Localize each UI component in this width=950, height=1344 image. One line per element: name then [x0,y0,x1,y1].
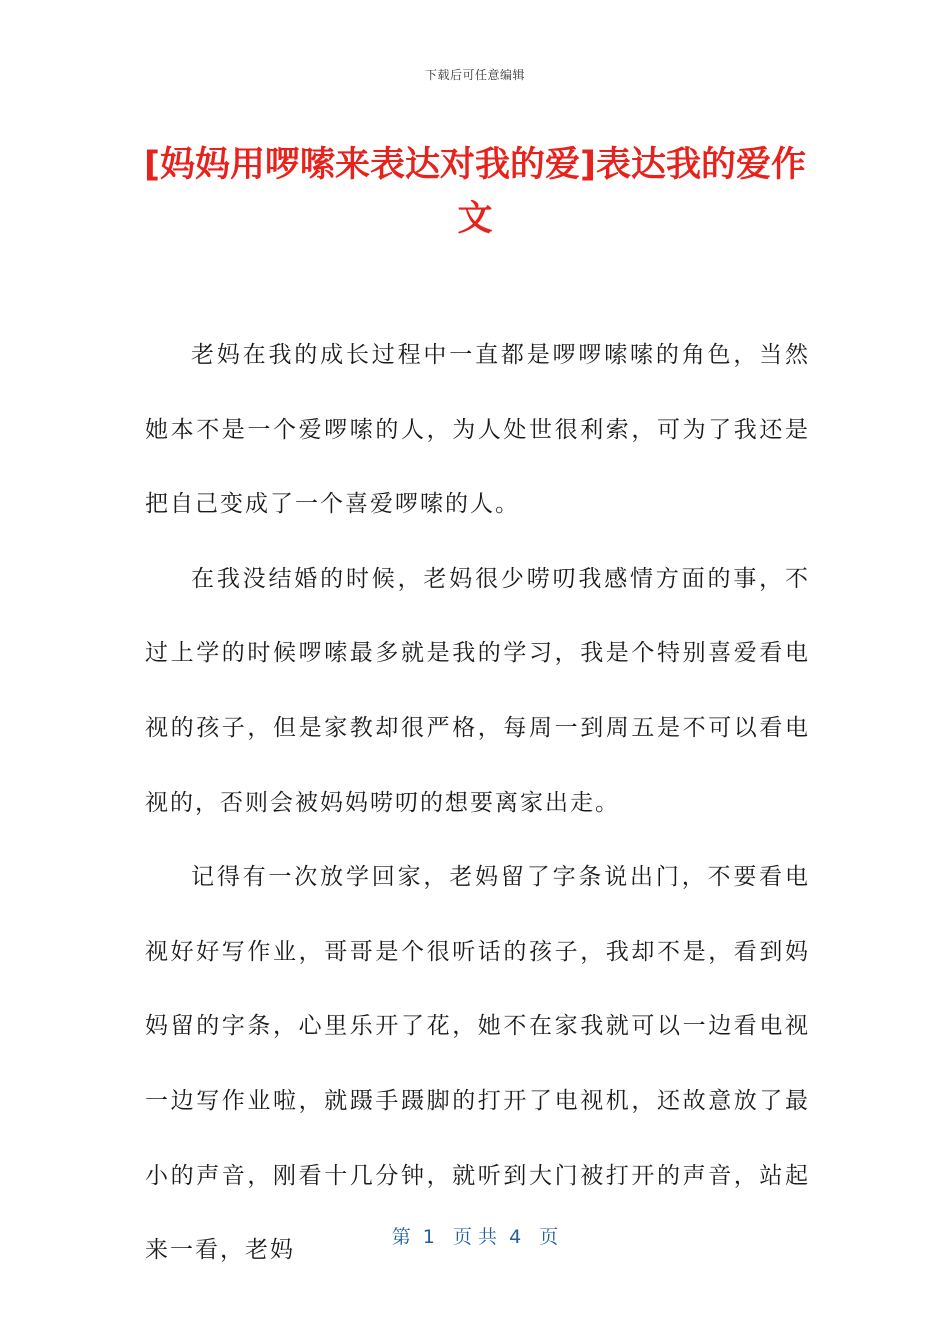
paragraph: 老妈在我的成长过程中一直都是啰啰嗦嗦的角色，当然她本不是一个爱啰嗦的人，为人处世很利索，可为了我还是把自己变成了一个喜爱啰嗦的人。 [145,342,810,518]
paragraph: 在我没结婚的时候，老妈很少唠叨我感情方面的事，不过上学的时候啰嗦最多就是我的学习，我是个特别喜爱看电视的孩子，但是家教却很严格，每周一到周五是不可以看电视的，否则会被妈妈唠叨的想要离家出走。 [145,565,810,816]
header-note: 下载后可任意编辑 [424,68,525,82]
document-title: [妈妈用啰嗦来表达对我的爱]表达我的爱作文 [144,145,806,239]
page-number: 第 1 页 共 4 页 [391,1226,559,1248]
paragraph: 记得有一次放学回家，老妈留了字条说出门，不要看电视好好写作业，哥哥是个很听话的孩子，我却不是，看到妈妈留的字条，心里乐开了花，她不在家我就可以一边看电视一边写作业啦，就蹑手蹑脚的打开了电视机，还故意放了最小的声音，刚看十几分钟，就听到大门被打开的声音，站起来一看，老妈 [145,864,810,1264]
document-body [145,318,810,1288]
